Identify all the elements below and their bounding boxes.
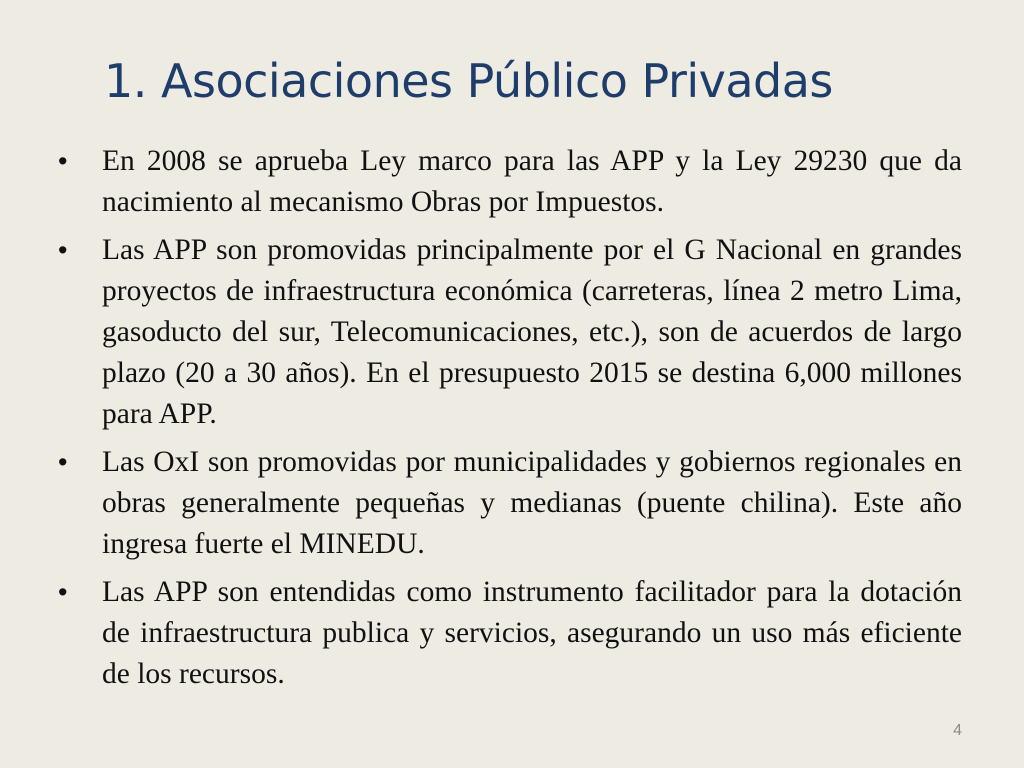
bullet-text: Las APP son entendidas como instrumento facilitador para la dotación de infraestructura publica y servicios, asegurando un uso más eficiente de los recursos.	[102, 576, 962, 690]
bullet-point-icon: •	[58, 146, 68, 176]
bullet-text: Las APP son promovidas principalmente por el G Nacional en grandes proyectos de infraestructura económica (carreteras, línea 2 metro Lima, gasoducto del sur, Telecomunicaciones, etc.), son de acuerdos de largo plazo (20 a 30 años). En el presupuesto 2015 se destina 6,000 millones para APP.	[102, 234, 962, 430]
bullet-point-icon: •	[58, 577, 68, 607]
bullet-item	[56, 230, 962, 435]
bullet-item	[56, 141, 962, 223]
bullet-text: En 2008 se aprueba Ley marco para las APP y la Ley 29230 que da nacimiento al mecanismo Obras por Impuestos.	[102, 145, 962, 218]
bullet-point-icon: •	[58, 235, 68, 265]
bullet-list	[56, 141, 962, 702]
page-number: 4	[953, 722, 962, 739]
bullet-text: Las OxI son promovidas por municipalidades y gobiernos regionales en obras generalmente pequeñas y medianas (puente chilina). Este año ingresa fuerte el MINEDU.	[102, 446, 962, 560]
bullet-item	[56, 442, 962, 565]
bullet-point-icon: •	[58, 447, 68, 477]
slide-title: 1. Asociaciones Público Privadas	[104, 54, 833, 108]
bullet-item	[56, 572, 962, 695]
